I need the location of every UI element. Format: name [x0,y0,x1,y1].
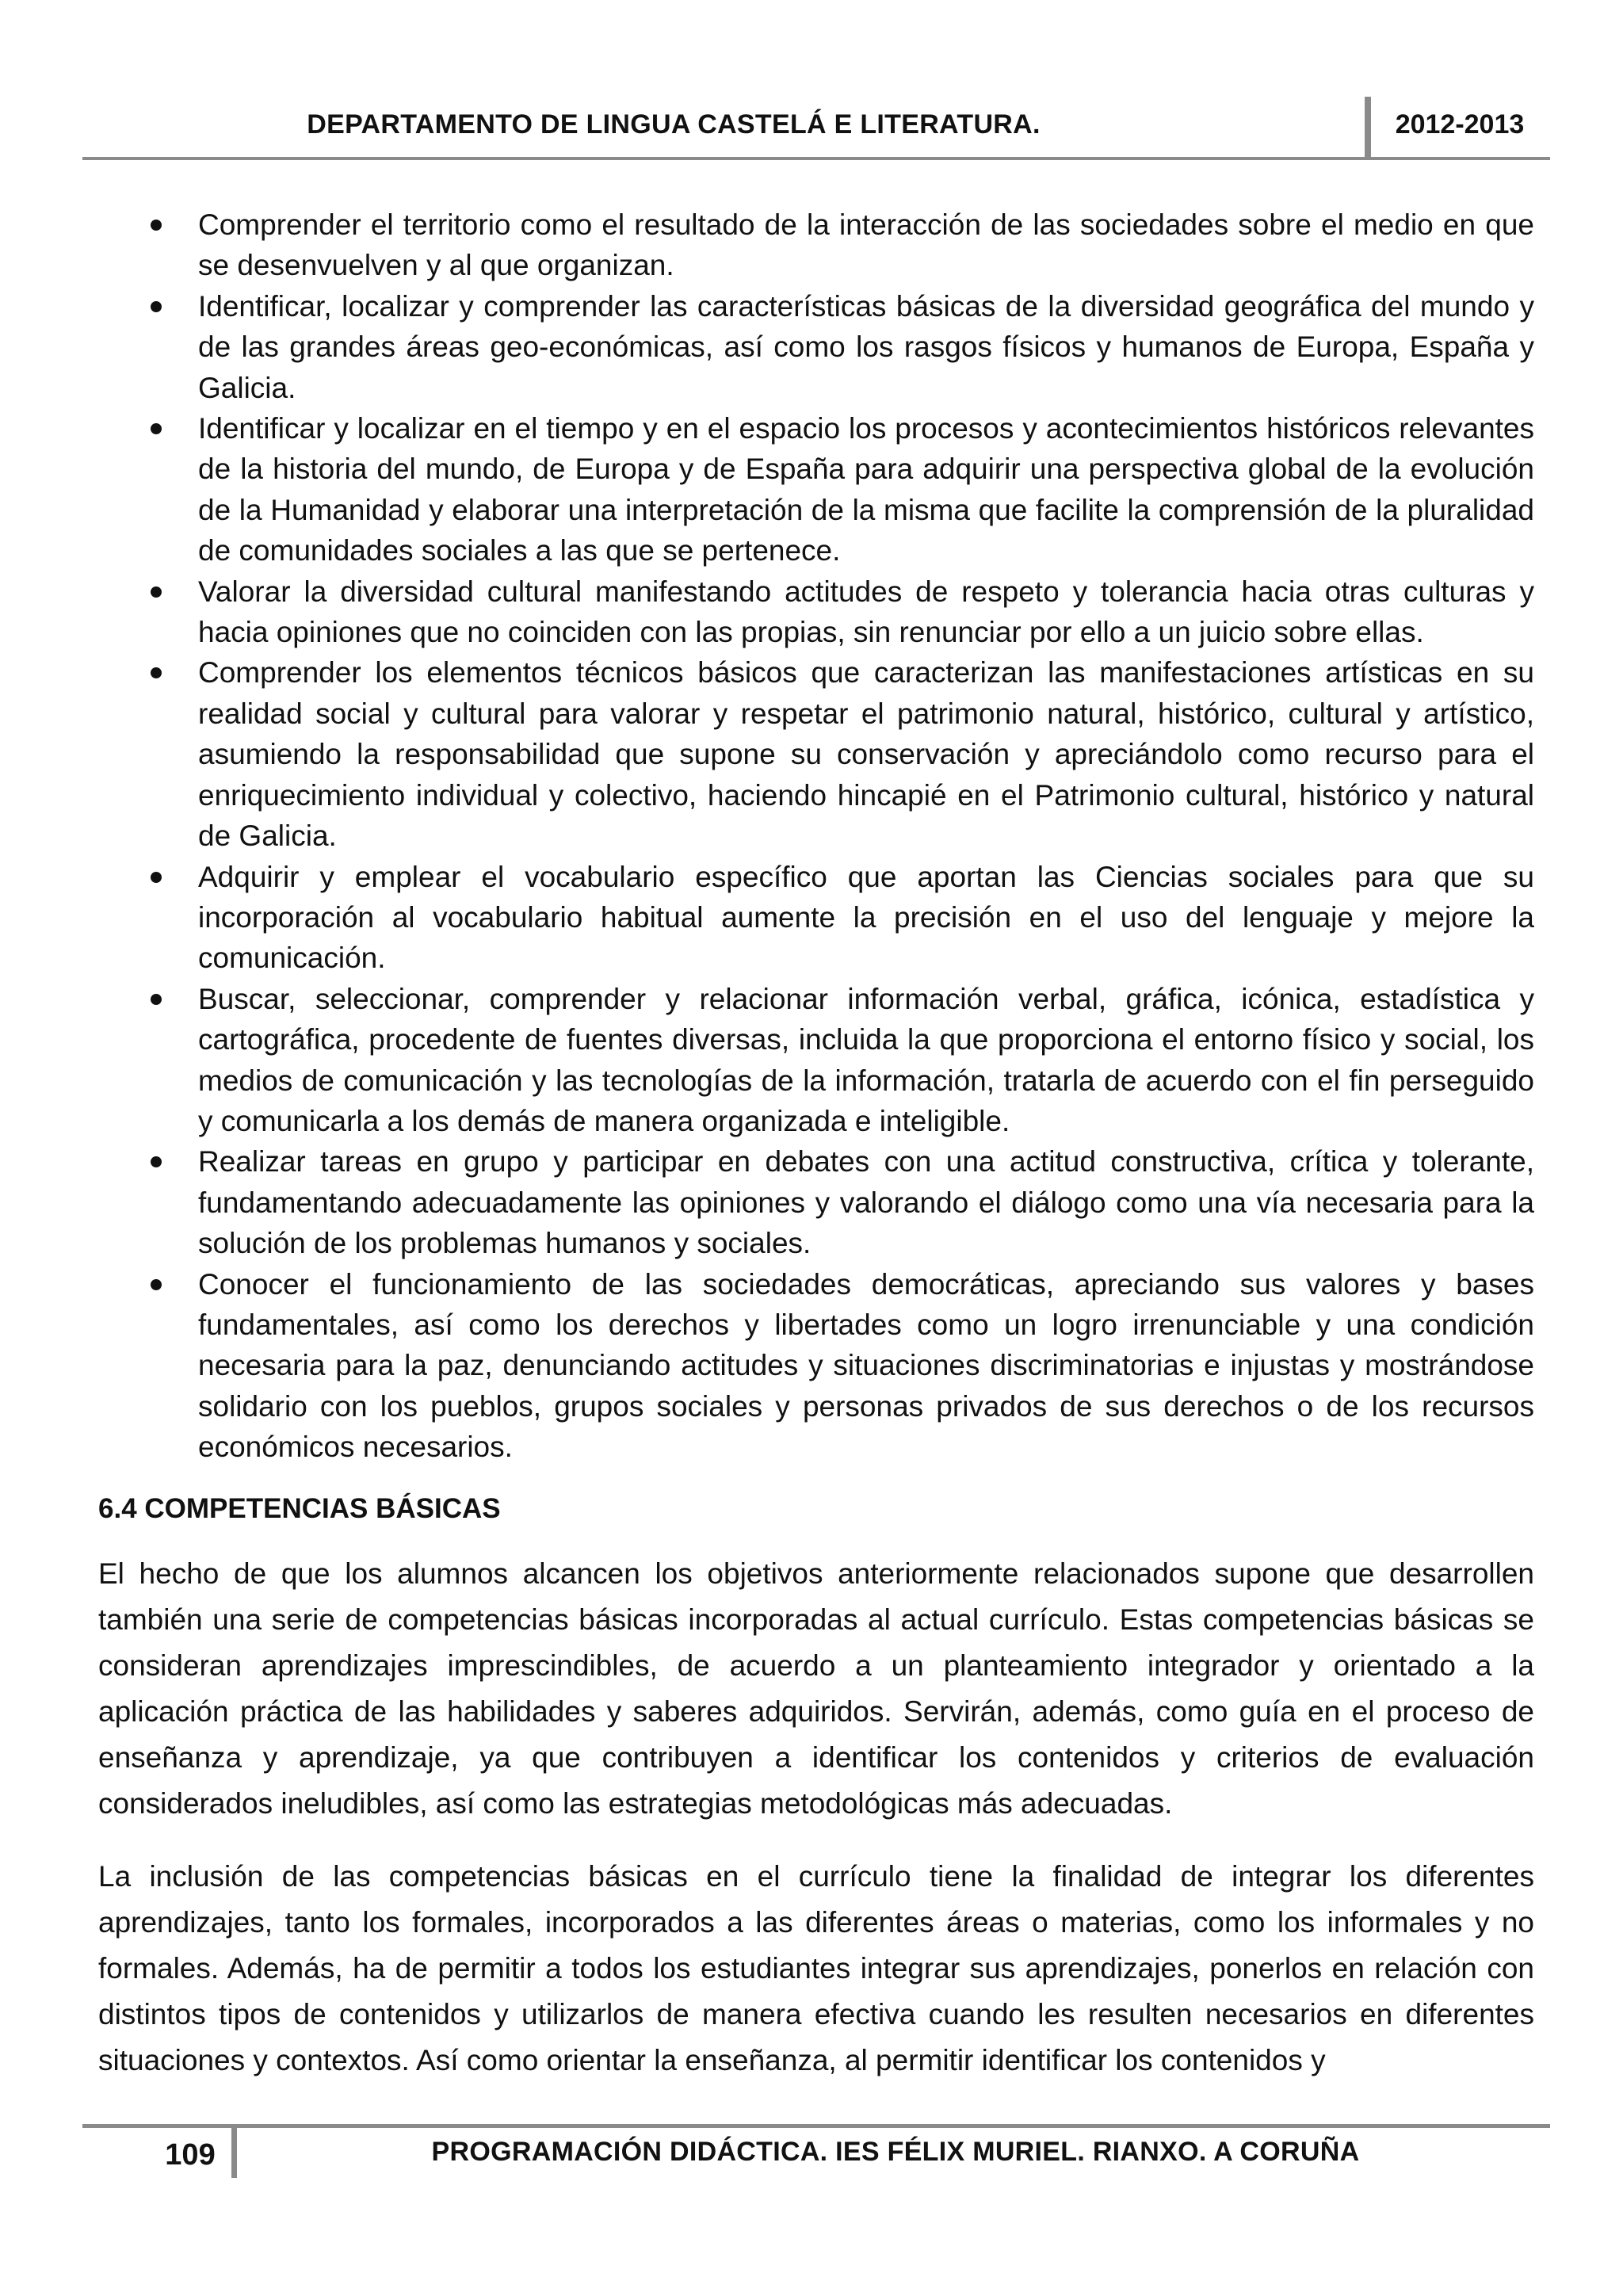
list-item-text: Identificar y localizar en el tiempo y en el espacio los procesos y acontecimientos históricos relevantes de la historia del mundo, de Europa y de España para adquirir una perspectiva global de la evolución de la Humanidad y elaborar una interpretación de la misma que facilite la comprensión de la pluralidad de comunidades sociales a las que se pertenece. [198,412,1534,567]
section-heading: 6.4 COMPETENCIAS BÁSICAS [98,1493,501,1524]
list-item-text: Valorar la diversidad cultural manifestando actitudes de respeto y tolerancia hacia otras culturas y hacia opiniones que no coinciden con las propias, sin renunciar por ello a un juicio sobre ellas. [198,575,1534,649]
bullet-icon [151,667,162,678]
list-item [98,857,1534,979]
header-rule [82,157,1550,160]
bullet-icon [151,423,162,434]
list-item-text: Identificar, localizar y comprender las características básicas de la diversidad geográfica del mundo y de las grandes áreas geo-económicas, así como los rasgos físicos y humanos de Europa, España y Galicia. [198,289,1534,404]
list-item [98,1141,1534,1263]
footer-divider [231,2124,237,2178]
bullet-icon [151,586,162,598]
objectives-list [98,204,1534,1468]
bullet-icon [151,1156,162,1167]
header-year: 2012-2013 [1395,109,1525,139]
list-item-text: Buscar, seleccionar, comprender y relacionar información verbal, gráfica, icónica, estadística y cartográfica, procedente de fuentes diversas, incluida la que proporciona el entorno físico y social, los medios de comunicación y las tecnologías de la información, tratarla de acuerdo con el fin perseguido y comunicarla a los demás de manera organizada e inteligible. [198,982,1534,1137]
bullet-icon [151,994,162,1005]
footer-rule [82,2124,1550,2128]
body-paragraph: El hecho de que los alumnos alcancen los objetivos anteriormente relacionados supone que desarrollen también una serie de competencias básicas incorporadas al actual currículo. Estas competencias básicas se consideran aprendizajes imprescindibles, de acuerdo a un planteamiento integrador y orientado a la aplicación práctica de las habilidades y saberes adquiridos. Servirán, además, como guía en el proceso de enseñanza y aprendizaje, ya que contribuyen a identificar los contenidos y criterios de evaluación considerados ineludibles, así como las estrategias metodológicas más adecuadas. [98,1557,1534,1820]
list-item [98,204,1534,286]
list-item [98,571,1534,653]
list-item [98,1264,1534,1468]
header-divider [1365,97,1371,160]
list-item-text: Conocer el funcionamiento de las sociedades democráticas, apreciando sus valores y bases fundamentales, así como los derechos y libertades como un logro irrenunciable y una condición necesaria para la paz, denunciando actitudes y situaciones discriminatorias e injustas y mostrándose solidario con los pueblos, grupos sociales y personas privados de sus derechos o de los recursos económicos necesarios. [198,1267,1534,1464]
list-item-text: Realizar tareas en grupo y participar en debates con una actitud constructiva, crítica y tolerante, fundamentando adecuadamente las opiniones y valorando el diálogo como una vía necesaria para la solución de los problemas humanos y sociales. [198,1145,1534,1260]
list-item [98,408,1534,571]
list-item-text: Adquirir y emplear el vocabulario específico que aportan las Ciencias sociales para que su incorporación al vocabulario habitual aumente la precisión en el uso del lenguaje y mejore la comunicación. [198,860,1534,975]
list-item [98,652,1534,856]
bullet-icon [151,301,162,312]
list-item [98,286,1534,408]
list-item-text: Comprender los elementos técnicos básicos que caracterizan las manifestaciones artísticas en su realidad social y cultural para valorar y respetar el patrimonio natural, histórico, cultural y artístico, asumiendo la responsabilidad que supone su conservación y apreciándolo como recurso para el enriquecimiento individual y colectivo, haciendo hincapié en el Patrimonio cultural, histórico y natural de Galicia. [198,656,1534,853]
bullet-icon [151,872,162,883]
body-paragraph: La inclusión de las competencias básicas en el currículo tiene la finalidad de integrar los diferentes aprendizajes, tanto los formales, incorporados a las diferentes áreas o materias, como los informales y no formales. Además, ha de permitir a todos los estudiantes integrar sus aprendizajes, ponerlos en relación con distintos tipos de contenidos y utilizarlos de manera efectiva cuando les resulten necesarios en diferentes situaciones y contextos. Así como orientar la enseñanza, al permitir identificar los contenidos y [98,1860,1534,2076]
list-item-text: Comprender el territorio como el resultado de la interacción de las sociedades sobre el medio en que se desenvuelven y al que organizan. [198,208,1534,282]
page-number: 109 [165,2138,216,2172]
list-item [98,979,1534,1142]
header-title: DEPARTAMENTO DE LINGUA CASTELÁ E LITERATURA. [307,109,1041,139]
footer-text: PROGRAMACIÓN DIDÁCTICA. IES FÉLIX MURIEL. RIANXO. A CORUÑA [431,2137,1360,2167]
bullet-icon [151,1279,162,1290]
bullet-icon [151,220,162,231]
